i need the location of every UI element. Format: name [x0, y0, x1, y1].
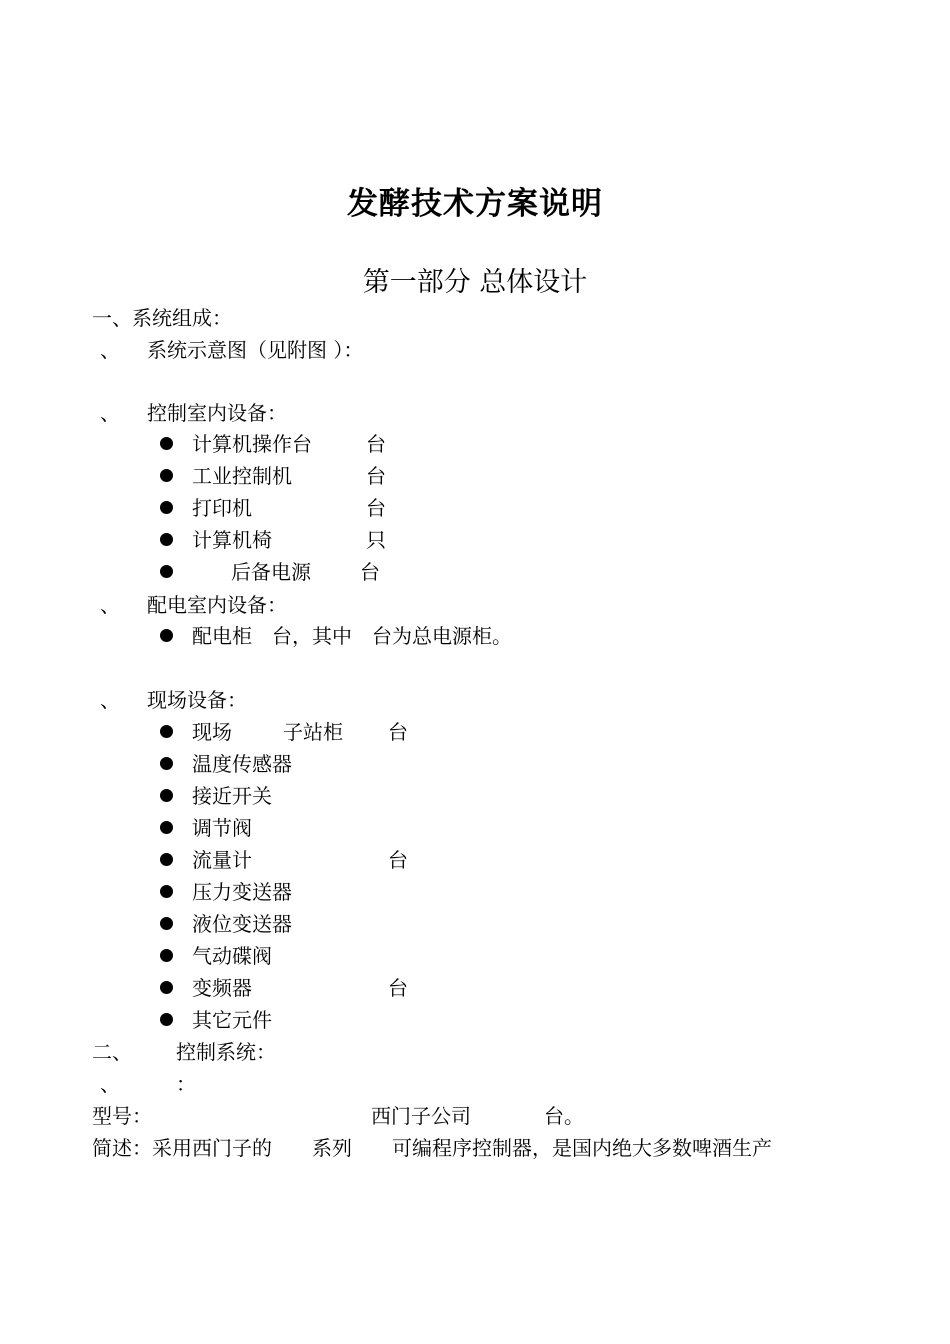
item-a-mark: 、 — [100, 338, 120, 362]
bullet-icon — [160, 885, 173, 898]
item-a-text: 系统示意图（见附图 ）： — [147, 338, 364, 362]
bullet-icon — [160, 981, 173, 994]
list-item: 调节阀 — [192, 816, 252, 840]
list-item: 工业控制机 — [192, 464, 292, 488]
list-item: 打印机 — [192, 496, 252, 520]
item-b-text: 控制室内设备： — [147, 401, 287, 425]
bullet-icon — [160, 629, 173, 642]
list-item: 流量计 — [192, 848, 252, 872]
subitem-mark: 、 — [100, 1072, 120, 1096]
bullet-icon — [160, 757, 173, 770]
item-c-mark: 、 — [100, 593, 120, 617]
list-item-unit: 台 — [366, 464, 386, 488]
bullet-icon — [160, 917, 173, 930]
list-item: 计算机椅 — [192, 528, 272, 552]
section-heading-2-mark: 二、 — [92, 1040, 132, 1064]
section-heading-1: 一、系统组成： — [92, 306, 232, 330]
list-item: 压力变送器 — [192, 880, 292, 904]
list-item: 后备电源 — [231, 560, 311, 584]
list-item-unit: 台 — [360, 560, 380, 584]
item-b-mark: 、 — [100, 401, 120, 425]
list-item: 温度传感器 — [192, 752, 292, 776]
model-unit: 台。 — [544, 1104, 584, 1128]
subitem-colon: ： — [176, 1072, 196, 1096]
model-label: 型号： — [92, 1104, 152, 1128]
item-d-mark: 、 — [100, 688, 120, 712]
description: 简述：采用西门子的 系列 可编程序控制器，是国内绝大多数啤酒生产 — [92, 1136, 772, 1160]
list-item: 接近开关 — [192, 784, 272, 808]
list-item: 变频器 — [192, 976, 252, 1000]
list-item: 液位变送器 — [192, 912, 292, 936]
list-item: 现场 — [192, 720, 232, 744]
bullet-icon — [160, 725, 173, 738]
list-item-extra: 子站柜 — [283, 720, 343, 744]
bullet-icon — [160, 789, 173, 802]
bullet-icon — [160, 949, 173, 962]
power-room-item: 配电柜 台，其中 台为总电源柜。 — [192, 624, 512, 648]
list-item-unit: 只 — [366, 528, 386, 552]
part-heading: 第一部分 总体设计 — [362, 267, 588, 298]
section-heading-2: 控制系统： — [176, 1040, 276, 1064]
item-d-text: 现场设备： — [147, 688, 247, 712]
list-item: 计算机操作台 — [192, 432, 312, 456]
bullet-icon — [160, 565, 173, 578]
bullet-icon — [160, 469, 173, 482]
bullet-icon — [160, 821, 173, 834]
bullet-icon — [160, 1013, 173, 1026]
bullet-icon — [160, 853, 173, 866]
bullet-icon — [160, 533, 173, 546]
bullet-icon — [160, 437, 173, 450]
bullet-icon — [160, 501, 173, 514]
document-title: 发酵技术方案说明 — [347, 186, 603, 222]
list-item: 气动碟阀 — [192, 944, 272, 968]
list-item-unit: 台 — [388, 976, 408, 1000]
list-item-unit: 台 — [388, 848, 408, 872]
list-item-unit: 台 — [366, 496, 386, 520]
model-vendor: 西门子公司 — [371, 1104, 471, 1128]
item-c-text: 配电室内设备： — [147, 593, 287, 617]
list-item-unit: 台 — [388, 720, 408, 744]
list-item: 其它元件 — [192, 1008, 272, 1032]
list-item-unit: 台 — [366, 432, 386, 456]
